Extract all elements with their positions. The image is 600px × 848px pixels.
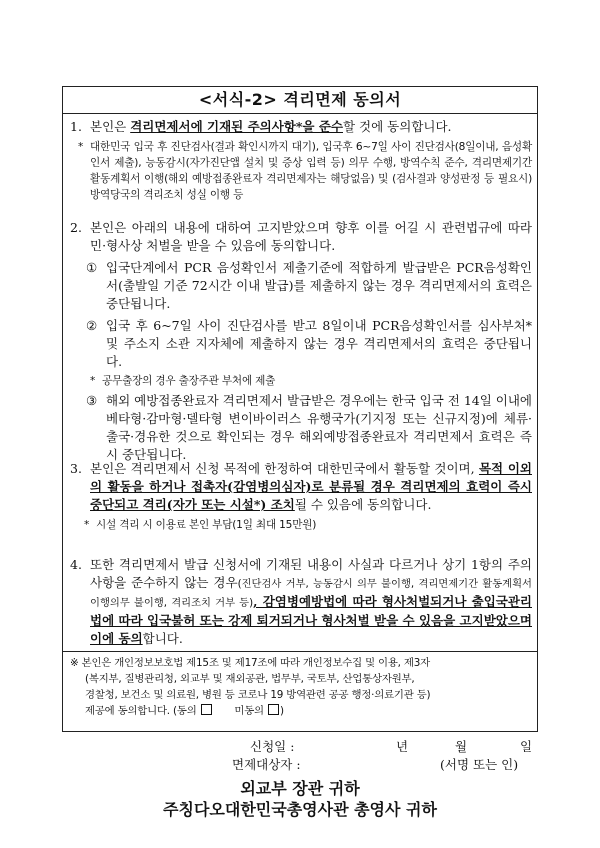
section-1-emphasis: 격리면제서에 기재된 주의사항*을 준수 xyxy=(130,119,343,134)
section-1-text-end: 할 것에 동의합니다. xyxy=(343,119,452,134)
agree-checkbox[interactable] xyxy=(201,704,212,715)
addressee-consulate: 주칭다오대한민국총영사관 총영사 귀하 xyxy=(163,800,437,819)
disagree-label: 미동의 xyxy=(212,705,264,717)
consent-line-3: 경찰청, 보건소 및 의료원, 병원 등 코로나 19 방역관련 공공 행정·의료기관 등) xyxy=(85,689,431,701)
section-1 xyxy=(70,118,532,203)
section-3-note-mark: * xyxy=(84,519,90,531)
section-4-text: 또한 격리면제서 발급 신청서에 기재된 내용이 사실과 다르거나 상기 1항의 주의사항을 준수하지 않는 경우 xyxy=(90,557,532,590)
section-2-number: 2. xyxy=(70,220,82,235)
item-1-number: ① xyxy=(86,260,98,275)
section-2 xyxy=(70,219,532,464)
section-1-note-mark: * xyxy=(78,141,84,153)
section-4-emphasis: , 감염병예방법에 따라 형사처벌되거나 출입국관리법에 따라 입국불허 또는 강제 퇴거되거나 형사처벌 받을 수 있음을 고지받았으며 이에 동의 xyxy=(90,594,532,646)
item-3-text: 해외 예방접종완료자 격리면제서 발급받은 경우에는 한국 입국 전 14일 이내에 베타형·감마형·델타형 변이바이러스 유행국가(기지정 또는 신규지정)에 체류·출국·경유한 것으로 확인되는 경우 해외예방접종완료자 격리면제서 효력은 즉시 중단됩니다. xyxy=(106,393,532,462)
item-2-number: ② xyxy=(86,318,98,333)
section-1-text: 본인은 xyxy=(90,119,131,134)
consent-close: ) xyxy=(280,705,284,717)
date-label: 신청일 : xyxy=(250,739,295,754)
section-4 xyxy=(70,556,532,648)
section-3 xyxy=(70,460,532,533)
section-1-number: 1. xyxy=(70,119,82,134)
section-3-note: 시설 격리 시 이용료 본인 부담(1일 최대 15만원) xyxy=(96,519,317,531)
item-1-text: 입국단계에서 PCR 음성확인서 제출기준에 적합하게 발급받은 PCR음성확인서(출발일 기준 72시간 이내 발급)를 제출하지 않는 경우 격리면제서의 효력은 중단됩니다. xyxy=(106,260,532,311)
section-3-text: 본인은 격리면제서 신청 목적에 한정하여 대한민국에서 활동할 것이며, xyxy=(90,461,475,476)
section-4-text-end: 합니다. xyxy=(142,631,183,646)
applicant-label: 면제대상자 : xyxy=(232,757,301,772)
section-3-text-end: 될 수 있음에 동의합니다. xyxy=(294,497,432,512)
section-2-note: 공무출장의 경우 출장주관 부처에 제출 xyxy=(102,375,276,387)
privacy-consent-box xyxy=(62,651,538,732)
signature-hint: (서명 또는 인) xyxy=(440,757,519,772)
addressee-ministry: 외교부 장관 귀하 xyxy=(240,779,360,798)
section-3-emphasis: 목적 이외의 활동을 하거나 접촉자(감염병의심자)로 분류될 경우 격리면제의 효력이 즉시 중단되고 격리(자가 또는 시설*) 조치 xyxy=(90,461,532,512)
section-3-number: 3. xyxy=(70,461,82,476)
disagree-checkbox[interactable] xyxy=(268,704,279,715)
date-month: 월 xyxy=(455,739,468,754)
section-2-note-mark: * xyxy=(90,375,96,387)
consent-line-1: ※ 본인은 개인정보보호법 제15조 및 제17조에 따라 개인정보수집 및 이용, 제3자 xyxy=(70,657,430,669)
section-2-text: 본인은 아래의 내용에 대하여 고지받았으며 향후 이를 어길 시 관련법규에 따라 민·형사상 처벌을 받을 수 있음에 동의합니다. xyxy=(90,220,532,253)
item-3-number: ③ xyxy=(86,393,98,408)
consent-line-4: 제공에 동의합니다. (동의 xyxy=(85,705,197,717)
section-1-note: 대한민국 입국 후 진단검사(결과 확인시까지 대기), 입국후 6~7일 사이 진단검사(8일이내, 음성확인서 제출), 능동감시(자가진단앱 설치 및 증상 입력 등) 의무 수행, 방역수칙 준수, 격리면제기간 활동계획서 이행(해외 예방접종완료자 격리면제자는 해당없음) 및 (검사결과 양성판정 등 필요시) 방역당국의 격리조치 성실 이행 등 xyxy=(90,141,532,201)
section-4-number: 4. xyxy=(70,557,82,572)
item-2-text: 입국 후 6~7일 사이 진단검사를 받고 8일이내 PCR음성확인서를 심사부처* 및 주소지 소관 지자체에 제출하지 않는 경우 격리면제서의 효력은 중단됩니다. xyxy=(106,318,532,369)
section-4-small-note: (진단검사 거부, 능동감시 의무 불이행, 격리면제기간 활동계획서 이행의무 불이행, 격리조치 거부 등) xyxy=(90,578,532,609)
date-day: 일 xyxy=(520,739,533,754)
consent-line-2: (복지부, 질병관리청, 외교부 및 재외공관, 법무부, 국토부, 산업통상자원부, xyxy=(85,673,415,685)
date-year: 년 xyxy=(396,739,409,754)
form-title: <서식-2> 격리면제 동의서 xyxy=(62,86,538,114)
